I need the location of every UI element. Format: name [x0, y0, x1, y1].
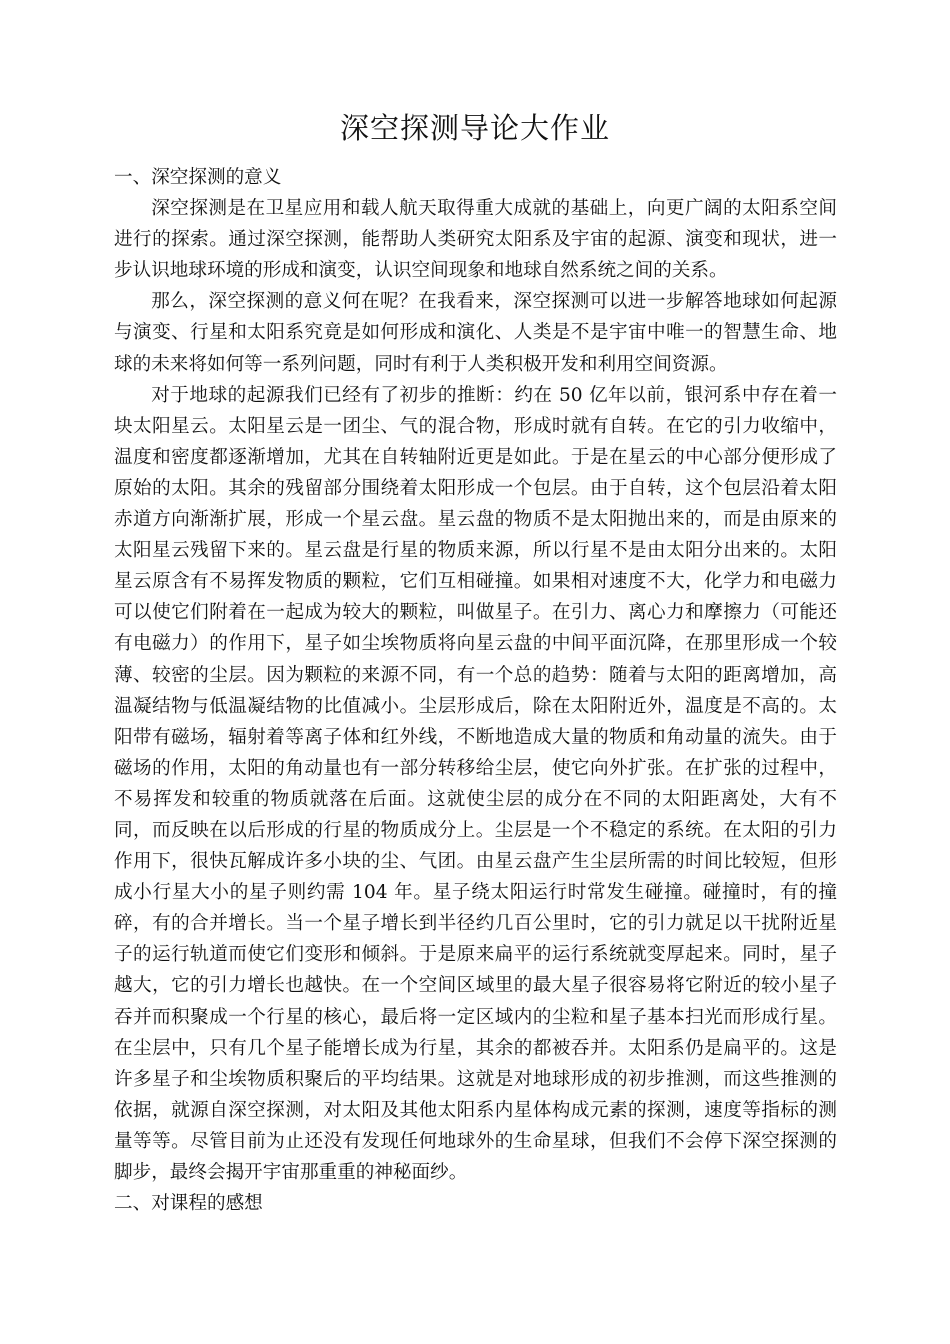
paragraph-meaning: 那么，深空探测的意义何在呢？在我看来，深空探测可以进一步解答地球如何起源与演变、行星和太阳系究竟是如何形成和演化、人类是不是宇宙中唯一的智慧生命、地球的未来将如何等一系列问题，同时有利于人类积极开发和利用空间资源。	[114, 291, 837, 375]
document-title: 深空探测导论大作业	[339, 111, 610, 145]
paragraph-intro: 深空探测是在卫星应用和载人航天取得重大成就的基础上，向更广阔的太阳系空间进行的探索。通过深空探测，能帮助人类研究太阳系及宇宙的起源、演变和现状，进一步认识地球环境的形成和演变，认识空间现象和地球自然系统之间的关系。	[114, 198, 837, 282]
section-heading-significance: 一、深空探测的意义	[114, 167, 282, 188]
document-body	[114, 162, 837, 1219]
paragraph-earth-origin: 对于地球的起源我们已经有了初步的推断：约在 50 亿年以前，银河系中存在着一块太阳星云。太阳星云是一团尘、气的混合物，形成时就有自转。在它的引力收缩中，温度和密度都逐渐增加，尤其在自转轴附近更是如此。于是在星云的中心部分便形成了原始的太阳。其余的残留部分围绕着太阳形成一个包层。由于自转，这个包层沿着太阳赤道方向渐渐扩展，形成一个星云盘。星云盘的物质不是太阳抛出来的，而是由原来的太阳星云残留下来的。星云盘是行星的物质来源，所以行星不是由太阳分出来的。太阳星云原含有不易挥发物质的颗粒，它们互相碰撞。如果相对速度不大，化学力和电磁力可以使它们附着在一起成为较大的颗粒，叫做星子。在引力、离心力和摩擦力（可能还有电磁力）的作用下，星子如尘埃物质将向星云盘的中间平面沉降，在那里形成一个较薄、较密的尘层。因为颗粒的来源不同，有一个总的趋势：随着与太阳的距离增加，高温凝结物与低温凝结物的比值减小。尘层形成后，除在太阳附近外，温度是不高的。太阳带有磁场，辐射着等离子体和红外线，不断地造成大量的物质和角动量的流失。由于磁场的作用，太阳的角动量也有一部分转移给尘层，使它向外扩张。在扩张的过程中，不易挥发和较重的物质就落在后面。这就使尘层的成分在不同的太阳距离处，大有不同，而反映在以后形成的行星的物质成分上。尘层是一个不稳定的系统。在太阳的引力作用下，很快瓦解成许多小块的尘、气团。由星云盘产生尘层所需的时间比较短，但形成小行星大小的星子则约需 104 年。星子绕太阳运行时常发生碰撞。碰撞时，有的撞碎，有的合并增长。当一个星子增长到半径约几百公里时，它的引力就足以干扰附近星子的运行轨道而使它们变形和倾斜。于是原来扁平的运行系统就变厚起来。同时，星子越大，它的引力增长也越快。在一个空间区域里的最大星子很容易将它附近的较小星子吞并而积聚成一个行星的核心，最后将一定区域内的尘粒和星子基本扫光而形成行星。在尘层中，只有几个星子能增长成为行星，其余的都被吞并。太阳系仍是扁平的。这是许多星子和尘埃物质积聚后的平均结果。这就是对地球形成的初步推测，而这些推测的依据，就源自深空探测，对太阳及其他太阳系内星体构成元素的探测，速度等指标的测量等等。尽管目前为止还没有发现任何地球外的生命星球，但我们不会停下深空探测的脚步，最终会揭开宇宙那重重的神秘面纱。	[114, 384, 837, 1183]
section-heading-course-thoughts: 二、对课程的感想	[114, 1193, 263, 1215]
